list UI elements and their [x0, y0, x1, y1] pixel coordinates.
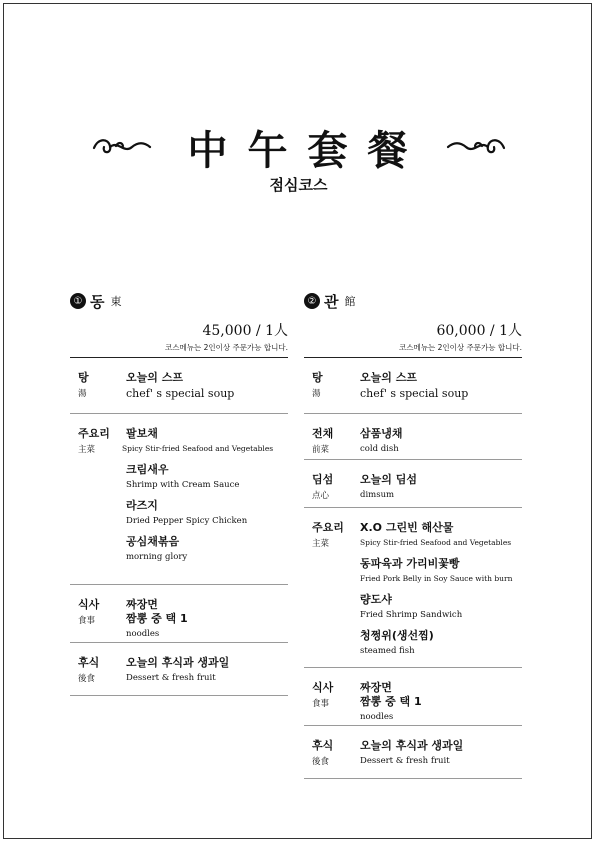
menu-item: 오늘의 후식과 생과일 Dessert & fresh fruit: [360, 739, 464, 766]
menu-section: [304, 508, 522, 668]
menu-section: [70, 585, 288, 643]
menu-item: X.O 그린빈 해산물 Spicy Stir-fried Seafood and Vegetables: [360, 521, 512, 547]
menu-section: [304, 414, 522, 460]
section-title: 후식 後食: [312, 739, 334, 767]
menu-item: 크림새우 Shrimp with Cream Sauce: [126, 463, 240, 490]
menu-item: 짜장면 짬뽕 중 택 1 noodles: [126, 598, 188, 639]
section-title: 탕 湯: [78, 371, 89, 399]
menu-item: 동파육과 가리비꽃빵 Fried Pork Belly in Soy Sauce with burn: [360, 557, 513, 583]
course-price: 60,000 / 1人: [436, 323, 522, 339]
section-title: 후식 後食: [78, 656, 100, 684]
menu-item: 삼품냉채 cold dish: [360, 427, 403, 454]
course-number-badge: ②: [304, 293, 320, 309]
left-flourish-icon: [90, 136, 152, 158]
menu-item: 오늘의 스프 chef' s special soup: [360, 371, 469, 400]
course-hanja: 館: [344, 295, 356, 308]
section-title: 탕 湯: [312, 371, 323, 399]
course-note: 코스메뉴는 2인이상 주문가능 합니다.: [165, 343, 288, 352]
course-column-dong: [70, 290, 288, 696]
section-title: 주요리 主菜: [312, 521, 344, 549]
right-flourish-icon: [446, 136, 508, 158]
menu-section: [70, 643, 288, 696]
section-title: 식사 食事: [78, 598, 100, 626]
menu-item: 짜장면 짬뽕 중 택 1 noodles: [360, 681, 422, 722]
menu-item: 오늘의 후식과 생과일 Dessert & fresh fruit: [126, 656, 230, 683]
course-price: 45,000 / 1人: [202, 323, 288, 339]
menu-item: 팔보채 Spicy Stir-fried Seafood and Vegetables: [122, 427, 274, 453]
menu-section: [304, 726, 522, 779]
course-column-gwan: [304, 290, 522, 779]
course-name: 관: [324, 292, 339, 311]
title-row: [0, 122, 597, 172]
page-title: 中午套餐: [187, 127, 428, 174]
course-name: 동: [90, 292, 105, 311]
section-title: 주요리 主菜: [78, 427, 110, 455]
menu-item: 오늘의 스프 chef' s special soup: [126, 371, 235, 400]
menu-section: [304, 460, 522, 508]
menu-item: 공심채볶음 morning glory: [126, 535, 188, 562]
course-header: [304, 290, 522, 312]
menu-item: 량도샤 Fried Shrimp Sandwich: [360, 593, 463, 620]
page-subtitle: 점심코스: [269, 176, 328, 194]
menu-item: 라즈지 Dried Pepper Spicy Chicken: [126, 499, 248, 526]
section-title: 식사 食事: [312, 681, 334, 709]
course-number-badge: ①: [70, 293, 86, 309]
course-header: [70, 290, 288, 312]
menu-section: [70, 414, 288, 585]
course-hanja: 東: [110, 295, 122, 308]
section-title: 딤섬 点心: [312, 473, 334, 501]
course-note: 코스메뉴는 2인이상 주문가능 합니다.: [399, 343, 522, 352]
menu-section: [70, 358, 288, 414]
menu-item: 오늘의 딤섬 dimsum: [360, 473, 417, 500]
menu-section: [304, 668, 522, 726]
section-title: 전채 前菜: [312, 427, 334, 455]
menu-section: [304, 358, 522, 414]
menu-item: 청쩡위(생선찜) steamed fish: [360, 629, 434, 656]
